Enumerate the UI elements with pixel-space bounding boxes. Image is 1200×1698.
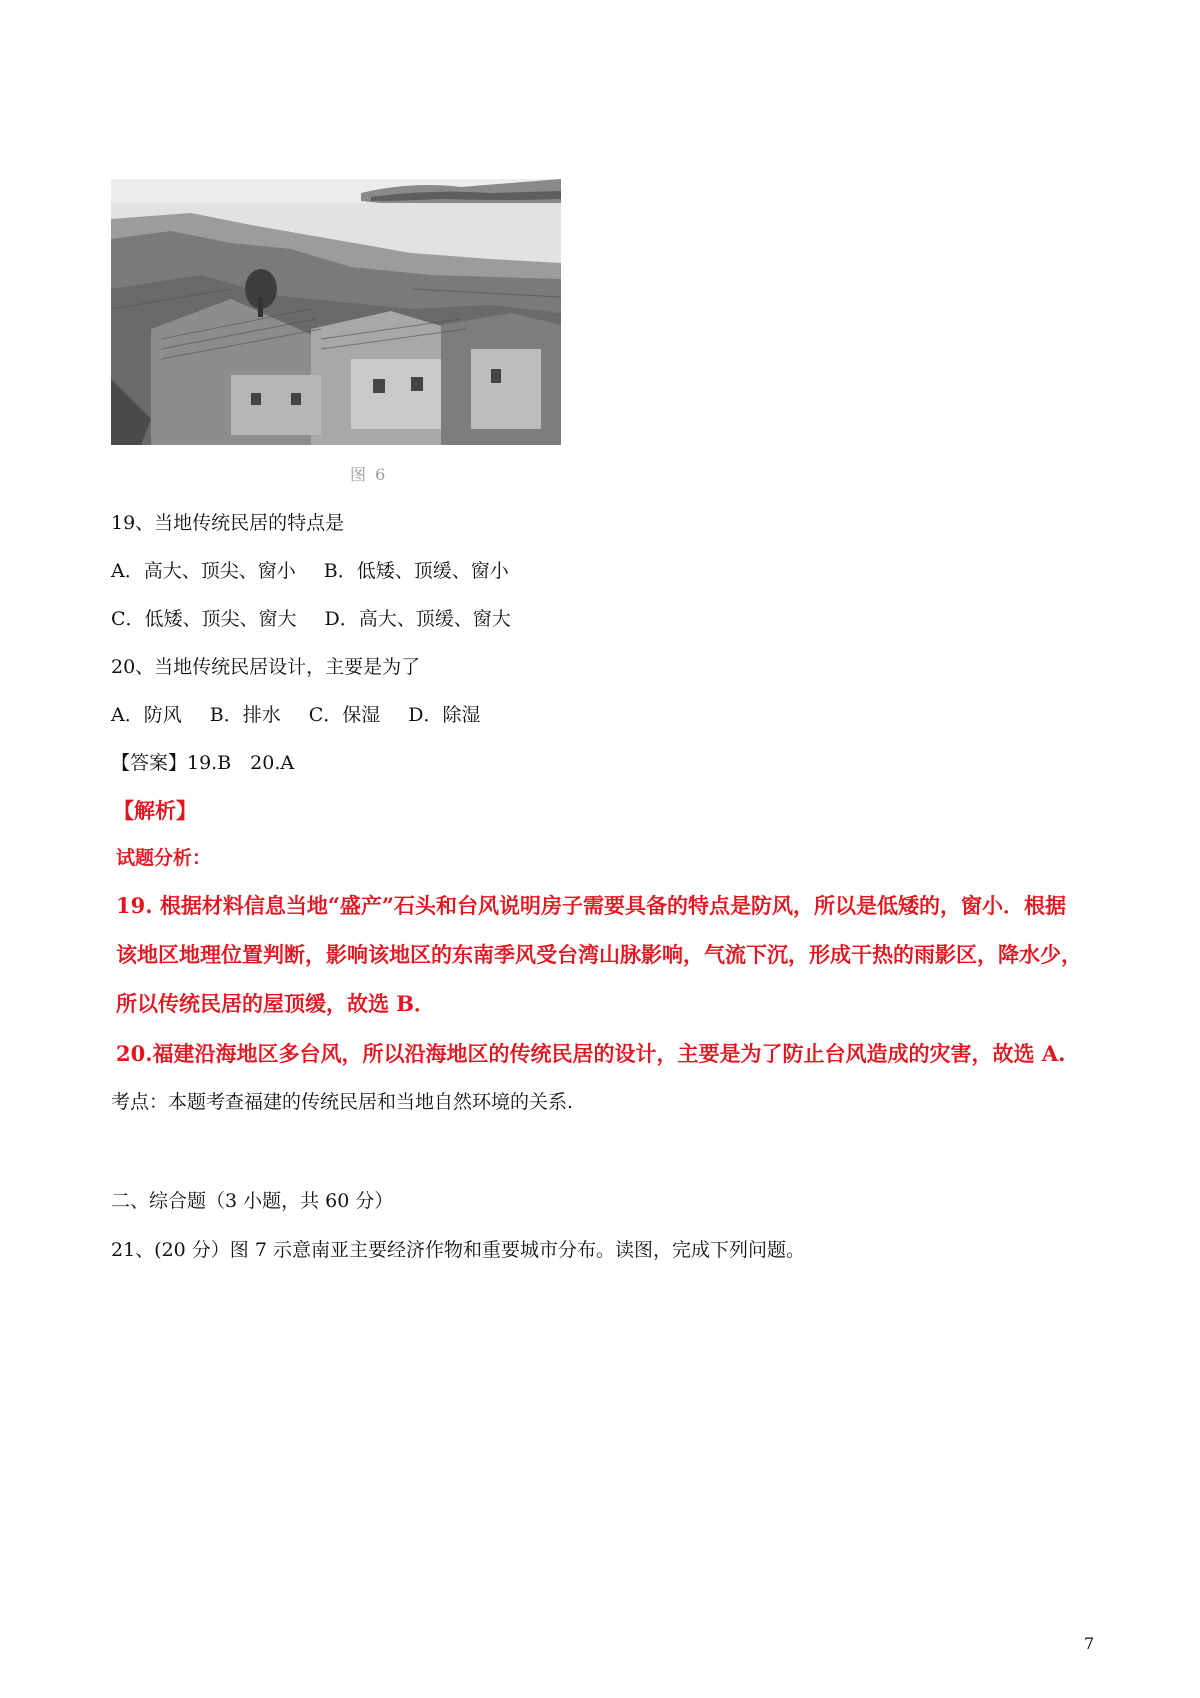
q19-option-a: A．高大、顶尖、窗小 [111, 560, 296, 582]
photo-caption: 图 6 [350, 465, 388, 484]
analysis-19-line-1: 19. 根据材料信息当地“盛产”石头和台风说明房子需要具备的特点是防风，所以是低矮的，窗小．根据 [116, 893, 1067, 918]
village-photo-image [111, 179, 561, 445]
section-2-title: 二、综合题（3 小题，共 60 分） [111, 1190, 394, 1212]
question-21-stem: 21、(20 分）图 7 示意南亚主要经济作物和重要城市分布。读图，完成下列问题。 [111, 1239, 805, 1261]
q20-option-c: C．保湿 [308, 704, 381, 726]
q20-option-a: A．防风 [111, 704, 182, 726]
analysis-19-line-3: 所以传统民居的屋顶缓，故选 B． [116, 991, 436, 1016]
question-20-stem: 20、当地传统民居设计，主要是为了 [111, 656, 421, 678]
kaodian-line: 考点：本题考查福建的传统民居和当地自然环境的关系. [111, 1091, 574, 1113]
village-photo [111, 179, 561, 445]
analysis-19-line-2: 该地区地理位置判断，影响该地区的东南季风受台湾山脉影响，气流下沉，形成干热的雨影区，降水少， [116, 942, 1082, 967]
question-20-options [111, 702, 480, 728]
analysis-subheading: 试题分析： [116, 847, 212, 869]
q19-option-b: B．低矮、顶缓、窗小 [323, 560, 509, 582]
q20-option-b: B．排水 [209, 704, 281, 726]
q19-option-d: D．高大、顶缓、窗大 [324, 608, 511, 630]
question-19-stem: 19、当地传统民居的特点是 [111, 512, 345, 534]
answer-line: 【答案】19.B 20.A [111, 752, 295, 774]
q19-option-c: C．低矮、顶尖、窗大 [111, 608, 297, 630]
analysis-20: 20.福建沿海地区多台风，所以沿海地区的传统民居的设计，主要是为了防止台风造成的灾害，故选 A. [116, 1041, 1066, 1066]
q20-option-d: D．除湿 [408, 704, 481, 726]
analysis-heading: 【解析】 [113, 798, 197, 823]
question-19-options-row-2 [111, 606, 511, 632]
page-number: 7 [1084, 1634, 1095, 1653]
question-19-options-row-1 [111, 558, 509, 584]
